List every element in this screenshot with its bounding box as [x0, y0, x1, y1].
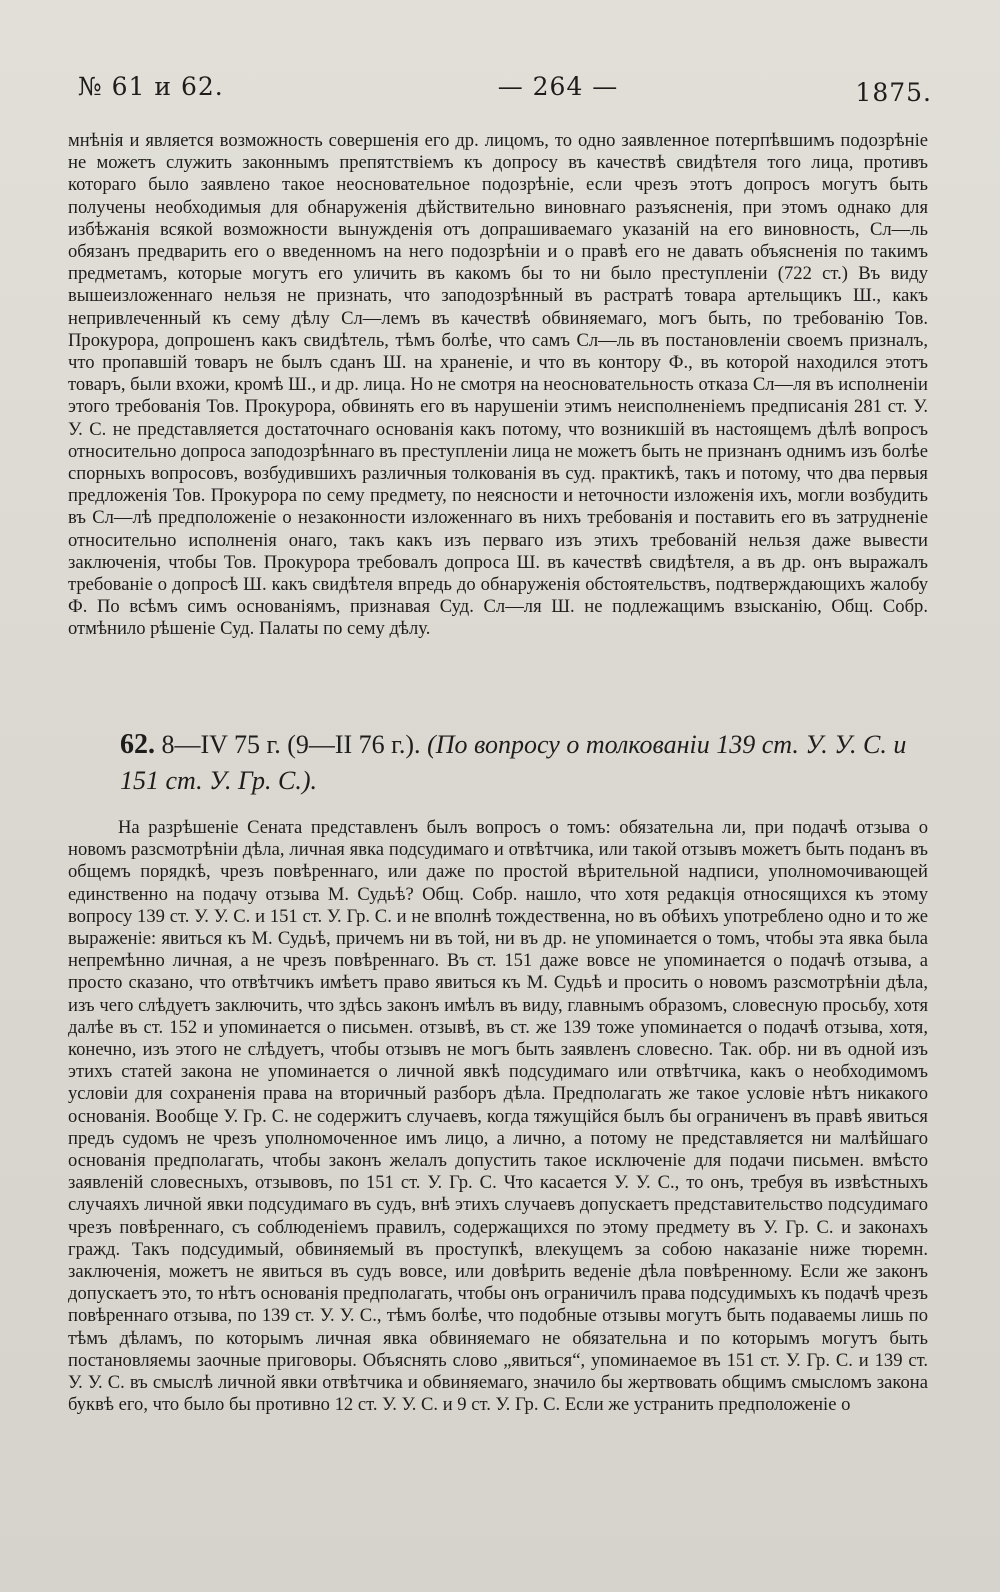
paragraph-main: На разрѣшеніе Сената представленъ былъ вопросъ о томъ: обязательна ли, при подачѣ отзыва о новомъ разсмотрѣніи дѣла, личная явка подсудимаго и отвѣтчика, или такой отзывъ можетъ быть поданъ въ общемъ порядкѣ, чрезъ повѣреннаго, или даже по простой вѣрительной надписи, уполномочивающей единственно на подачу отзыва М. Судьѣ? Общ. Собр. нашло, что хотя редакція относящихся къ этому вопросу 139 ст. У. У. С. и 151 ст. У. Гр. С. и не вполнѣ тождественна, но въ обѣихъ употреблено одно и то же выраженіе: явиться къ М. Судьѣ, причемъ ни въ той, ни въ др. не упоминается о томъ, чтобы эта явка была непремѣнно личная, а не чрезъ повѣреннаго. Въ ст. 151 даже вовсе не упоминается о подачѣ отзыва, а просто сказано, что отвѣтчикъ имѣетъ право явиться къ М. Судьѣ и просить о новомъ разсмотрѣніи дѣла, изъ чего слѣдуетъ заключить, что здѣсь законъ имѣлъ въ виду, главнымъ образомъ, словесную просьбу, хотя далѣе въ ст. 152 и упоминается о письмен. отзывѣ, въ ст. же 139 тоже упоминается о подачѣ отзыва, хотя, конечно, изъ этого не слѣдуетъ, чтобы отзывъ не могъ быть заявленъ словесно. Так. обр. ни въ одной изъ этихъ статей закона не упоминается о личной явкѣ подсудимаго или отвѣтчика, какъ о необходимомъ условіи для сохраненія права на вторичный разборъ дѣла. Предполагать же такое условіе нѣтъ никакого основанія. Вообще У. Гр. С. не содержитъ случаевъ, когда тяжущійся былъ бы ограниченъ въ правѣ явиться предъ судомъ не чрезъ уполномоченное имъ лицо, а лично, а потому не представляется ни малѣйшаго основанія предполагать, чтобы законъ желалъ допустить такое исключеніе для подачи письмен. вмѣсто заявленій словесныхъ, отзывовъ, по 151 ст. У. Гр. С. Что касается У. У. С., то онъ, требуя въ извѣстныхъ случаяхъ личной явки подсудимаго въ судъ, внѣ этихъ случаевъ допускаетъ представительство подсудимаго чрезъ повѣреннаго, съ соблюденіемъ правилъ, содержащихся по этому предмету въ У. Гр. С. и законахъ гражд. Такъ подсудимый, обвиняемый въ проступкѣ, влекущемъ за собою наказаніе ниже тюремн. заключенія, можетъ не явиться въ судъ вовсе, или довѣрить веденіе дѣла повѣренному. Если же законъ допускаетъ это, то нѣтъ основанія предполагать, чтобы онъ ограничилъ права подсудимыхъ къ подачѣ чрезъ повѣреннаго отзыва, по 139 ст. У. У. С., тѣмъ болѣе, что подобные отзывы могутъ быть подаваемы лишь по тѣмъ дѣламъ, по которымъ личная явка обвиняемаго не обязательна и по которымъ могутъ быть постановляемы заочные приговоры. Объяснять слово „явиться“, упоминаемое въ 151 ст. У. Гр. С. и 139 ст. У. У. С. въ смыслѣ личной явки отвѣтчика и обвиняемаго, значило бы жертвовать общимъ смысломъ закона буквѣ его, что было бы противно 12 ст. У. У. С. и 9 ст. У. Гр. С. Если же устранить предположеніе о	[68, 817, 928, 1416]
page-header	[78, 72, 932, 116]
page-number: — 264 —	[497, 72, 619, 101]
section-topic: (По вопросу о толкованіи 139 ст. У. У. С. и 151 ст. У. Гр. С.).	[120, 730, 907, 795]
paragraph-continued: мнѣнія и является возможность совершенія его др. лицомъ, то одно заявленное потерпѣвшимъ подозрѣніе не можетъ служить законнымъ препятствіемъ къ допросу въ качествѣ свидѣтеля того лица, противъ котораго было заявлено такое неосновательное подозрѣніе, если чрезъ этотъ допросъ могутъ быть получены необходимыя для обнаруженія дѣйствительно виновнаго разъясненія, при этомъ однако для избѣжанія всякой возможности вынужденія отъ допрашиваемаго указаній на его виновность, Сл—ль обязанъ предварить его о введенномъ на него подозрѣніи и о правѣ его не давать объясненія по такимъ предметамъ, которые могутъ его уличить въ какомъ бы то ни было преступленіи (722 ст.) Въ виду вышеизложеннаго нельзя не признать, что заподозрѣнный въ растратѣ товара артельщикъ Ш., какъ непривлеченный къ сему дѣлу Сл—лемъ въ качествѣ обвиняемаго, могъ быть, по требованію Тов. Прокурора, допрошенъ какъ свидѣтель, тѣмъ болѣе, что самъ Сл—ль въ постановленіи своемъ призналъ, что пропавшій товаръ не былъ сданъ Ш. на храненіе, и что въ контору Ф., въ которой находился этотъ товаръ, были вхожи, кромѣ Ш., и др. лица. Но не смотря на неосновательность отказа Сл—ля въ исполненіи этого требованія Тов. Прокурора, обвинять его въ нарушеніи этимъ неисполненіемъ предписанія 281 ст. У. У. С. не представляется достаточнаго основанія какъ потому, что возникшій въ настоящемъ дѣлѣ вопросъ относительно допроса заподозрѣннаго въ преступленіи лица не можетъ быть не признанъ однимъ изъ болѣе спорныхъ вопросовъ, возбудившихъ различныя толкованія въ суд. практикѣ, такъ и потому, что два первыя предложенія Тов. Прокурора по сему предмету, по неясности и неточности изложенія ихъ, могли возбудить въ Сл—лѣ предположеніе о незаконности изложеннаго въ нихъ требованія и поставить его въ затрудненіе относительно исполненія онаго, такъ какъ изъ перваго изъ этихъ требованій нельзя даже вывести заключенія, чтобы Тов. Прокурора требовалъ допроса Ш. въ качествѣ свидѣтеля, а въ др. онъ выражалъ требованіе о допросѣ Ш. какъ свидѣтеля впредь до обнаруженія обстоятельствъ, подтверждающихъ жалобу Ф. По всѣмъ симъ основаніямъ, признавая Суд. Сл—ля Ш. не подлежащимъ взысканію, Общ. Собр. отмѣнило рѣшеніе Суд. Палаты по сему дѣлу.	[68, 130, 928, 640]
year: 1875.	[855, 78, 932, 107]
section-dates: 8—IV 75 г. (9—II 76 г.).	[161, 730, 421, 759]
case-numbers: № 61 и 62.	[78, 72, 224, 101]
section-number: 62.	[120, 729, 155, 760]
section-heading	[120, 727, 934, 799]
